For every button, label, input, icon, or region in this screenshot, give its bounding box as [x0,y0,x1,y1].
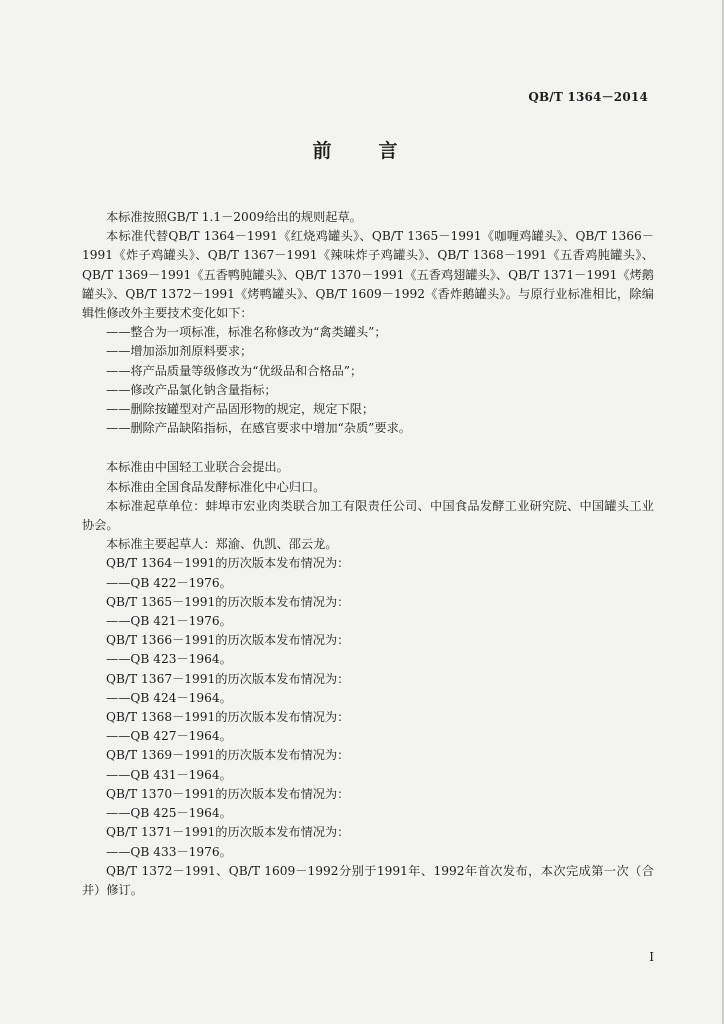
history-heading: QB/T 1371－1991的历次版本发布情况为： [106,825,350,840]
info-paragraph: 本标准由全国食品发酵标准化中心归口。 [106,479,326,494]
intro-paragraph: 本标准代替QB/T 1364－1991《红烧鸡罐头》、QB/T 1365－1991《咖喱鸡罐头》、QB/T 1366－1991《炸子鸡罐头》、QB/T 1367－1991《辣味炸子鸡罐头》、QB/T 1368－1991《五香鸡肫罐头》、QB/T 1369－1991《五香鸭肫罐头》、QB/T 1370－1991《五香鸡翅罐头》、QB/T 1371－1991《烤鹅罐头》、QB/T 1372－1991《烤鸭罐头》、QB/T 1609－1992《香炸鹅罐头》。与原行业标准相比，除编辑性修改外主要技术变化如下： [82,229,654,321]
history-item: ——QB 422－1976。 [106,575,232,590]
document-code: QB/T 1364－2014 [528,90,648,104]
history-heading: QB/T 1366－1991的历次版本发布情况为： [106,633,350,648]
closing-paragraph: QB/T 1372－1991、QB/T 1609－1992分别于1991年、1992年首次发布，本次完成第一次（合并）修订。 [82,863,654,897]
history-heading: QB/T 1364－1991的历次版本发布情况为： [106,556,350,571]
info-paragraph: 本标准起草单位：蚌埠市宏业肉类联合加工有限责任公司、中国食品发酵工业研究院、中国罐头工业协会。 [82,498,654,533]
history-heading: QB/T 1365－1991的历次版本发布情况为： [106,594,350,609]
intro-paragraph: 本标准按照GB/T 1.1－2009给出的规则起草。 [106,210,362,224]
history-heading: QB/T 1367－1991的历次版本发布情况为： [106,671,350,686]
change-item: ——将产品质量等级修改为“优级品和合格品”； [106,363,363,378]
change-item: ——删除产品缺陷指标，在感官要求中增加“杂质”要求。 [106,421,411,436]
foreword-body [82,208,654,900]
history-heading: QB/T 1369－1991的历次版本发布情况为： [106,748,350,763]
history-heading: QB/T 1370－1991的历次版本发布情况为： [106,786,350,801]
page-title: 前 言 [312,140,412,162]
page-number: I [649,950,654,964]
history-heading: QB/T 1368－1991的历次版本发布情况为： [106,710,350,725]
history-item: ——QB 424－1964。 [106,690,232,705]
history-item: ——QB 425－1964。 [106,806,232,821]
history-item: ——QB 433－1976。 [106,844,232,859]
change-item: ——整合为一项标准，标准名称修改为“禽类罐头”； [106,325,387,340]
change-item: ——增加添加剂原料要求； [106,344,253,359]
info-paragraph: 本标准由中国轻工业联合会提出。 [106,460,289,475]
spacer [82,438,654,458]
history-item: ——QB 423－1964。 [106,652,232,667]
history-item: ——QB 427－1964。 [106,729,232,744]
change-item: ——修改产品氯化钠含量指标； [106,382,277,397]
history-item: ——QB 431－1964。 [106,767,232,782]
change-item: ——删除按罐型对产品固形物的规定，规定下限； [106,402,375,417]
history-item: ——QB 421－1976。 [106,614,232,629]
info-paragraph: 本标准主要起草人：郑渝、仇凯、邵云龙。 [106,537,338,552]
